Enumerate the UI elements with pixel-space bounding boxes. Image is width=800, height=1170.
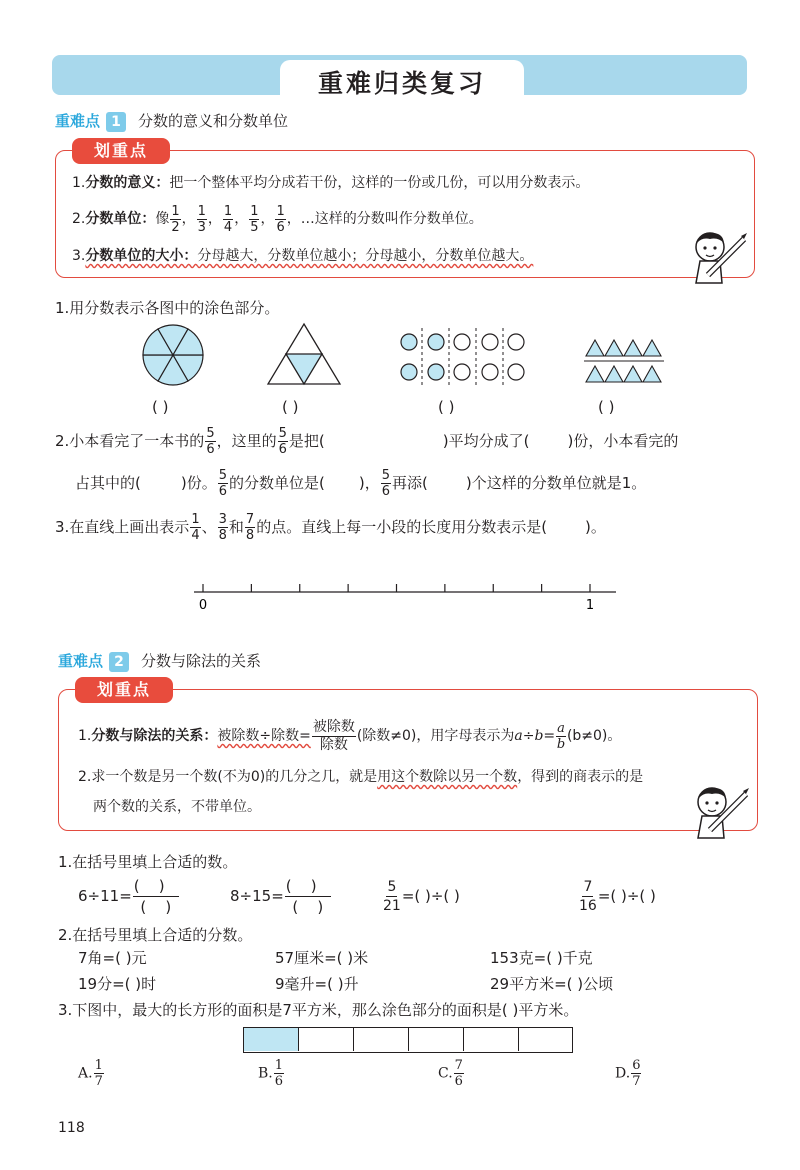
s2-q1-item-2 [230, 872, 332, 920]
s2-q2-item-6[interactable]: 29平方米=( )公顷 [490, 975, 614, 993]
s2-q1-item-3-frac [383, 878, 401, 915]
s2-q1-item-1-frac[interactable]: $\frac{( )}{( )}$ [133, 876, 179, 917]
s2-p1-frac2-num: a [557, 720, 565, 736]
s1-p2-post: ，…这样的分数叫作分数单位。 [286, 211, 483, 227]
s1-point-1 [72, 172, 589, 194]
mascot-boy-pencil-icon [688, 225, 748, 287]
s2-point-2-cont: 两个数的关系，不带单位。 [93, 799, 261, 815]
s2-q1-item-3 [382, 872, 460, 920]
keypoint-tag-1: 划重点 [72, 138, 170, 164]
option-c[interactable] [438, 1058, 465, 1089]
s2-question-1: 1.在括号里填上合适的数。 [58, 853, 238, 871]
q3-frac-2-num: 3 [218, 512, 227, 527]
s1-p2-num: 2. [72, 211, 86, 227]
rectangle-diagram [243, 1027, 573, 1053]
q2-frac-1 [205, 426, 215, 457]
option-d-frac [631, 1058, 641, 1089]
q2-frac-3 [218, 468, 228, 499]
q3-text-a: 3.在直线上画出表示 [55, 518, 190, 536]
number-line[interactable] [190, 572, 620, 616]
q2-frac-4-num: 5 [381, 468, 390, 483]
s1-p3-text: 分母越大，分数单位越小；分母越小，分数单位越大。 [197, 248, 534, 264]
s2-q1-item-2-frac[interactable]: $\frac{( )}{( )}$ [285, 876, 331, 917]
unit-fraction-den: 2 [171, 219, 180, 235]
s1-point-2 [72, 202, 483, 236]
s1-question-1: 1.用分数表示各图中的涂色部分。 [55, 299, 280, 317]
option-d-den: 7 [632, 1074, 641, 1089]
fraction-separator: ， [260, 211, 275, 227]
keypoint-tag-2: 划重点 [75, 677, 173, 703]
s2-question-3: 3.下图中，最大的长方形的面积是7平方米，那么涂色部分的面积是( )平方米。 [58, 1001, 579, 1019]
option-b-letter: B. [258, 1065, 273, 1082]
s2-q1-item-4-frac [579, 878, 597, 915]
s2-p1-b: (除数≠0)，用字母表示为 [356, 728, 515, 744]
number-line-start: 0 [198, 598, 208, 613]
triangles-figure [584, 340, 664, 382]
fraction-separator: ， [181, 211, 196, 227]
s2-p2-a: 2.求一个数是另一个数(不为0)的几分之几，就是 [78, 769, 378, 785]
option-c-den: 6 [454, 1074, 463, 1089]
q2-text-c: 是把( [288, 432, 325, 450]
section1-number: 1 [106, 112, 126, 132]
s2-q1-item-1-text: 6÷11= [78, 887, 132, 905]
s1-p1-term: 分数的意义： [85, 175, 170, 191]
s2-q1-item-3-tail[interactable]: =( )÷( ) [401, 887, 460, 905]
s2-q1-item-3-num: 5 [387, 879, 397, 895]
section1-label: 重难点 [55, 112, 101, 130]
q2-text-i: )， [358, 474, 380, 492]
q3-frac-3 [245, 512, 255, 543]
unit-fraction-den: 5 [250, 219, 259, 235]
option-b-frac [274, 1058, 284, 1089]
option-c-num: 7 [454, 1058, 463, 1073]
unit-fraction [223, 204, 233, 235]
s2-q1-item-4-tail[interactable]: =( )÷( ) [597, 887, 656, 905]
fraction-separator: ， [234, 211, 249, 227]
s1-question-3 [55, 510, 606, 544]
s2-p1-frac [312, 719, 356, 754]
q2-frac-2 [278, 426, 288, 457]
s2-q2-item-4[interactable]: 19分=( )时 [78, 975, 157, 993]
rectangle-cell [299, 1028, 354, 1051]
rectangle-cell [519, 1028, 571, 1051]
q2-frac-3-num: 5 [218, 468, 227, 483]
s2-q2-item-3[interactable]: 153克=( )千克 [490, 949, 593, 967]
option-d[interactable] [615, 1058, 642, 1089]
option-a-den: 7 [94, 1074, 103, 1089]
unit-fraction-num: 1 [250, 203, 259, 219]
unit-fractions [169, 203, 286, 235]
option-a-frac [94, 1058, 104, 1089]
s2-p1-frac2-den: b [556, 736, 566, 752]
q3-frac-2 [218, 512, 228, 543]
unit-fraction-num: 1 [171, 203, 180, 219]
section1-heading [55, 110, 288, 132]
s2-p1-a: 被除数÷除数= [217, 728, 311, 744]
q2-frac-1-den: 6 [206, 442, 215, 457]
dots-figure [401, 328, 524, 386]
q2-text-j: 再添( [392, 474, 428, 492]
q3-text-e: )。 [585, 518, 606, 536]
s1-question-2-line1 [55, 424, 678, 458]
section2-number: 2 [109, 652, 129, 672]
s1-p1-text: 把一个整体平均分成若干份，这样的一份或几份，可以用分数表示。 [169, 175, 590, 191]
unit-fraction-num: 1 [276, 203, 285, 219]
q1-blank-2[interactable]: ( ) [282, 398, 299, 416]
q1-figures [140, 322, 700, 392]
unit-fraction [197, 204, 207, 235]
unit-fraction [170, 204, 180, 235]
option-a-letter: A. [78, 1065, 93, 1082]
q1-blank-3[interactable]: ( ) [438, 398, 455, 416]
s1-question-2-line2 [75, 466, 646, 500]
option-c-letter: C. [438, 1065, 453, 1082]
q3-frac-1 [190, 512, 200, 543]
option-b-den: 6 [274, 1074, 284, 1089]
s2-p1-frac-den: 除数 [319, 736, 348, 753]
q2-text-h: 的分数单位是( [229, 474, 325, 492]
q2-text-g: )份。 [180, 474, 217, 492]
q3-frac-1-den: 4 [191, 528, 200, 543]
s2-q1-item-1 [78, 872, 180, 920]
q2-text-f: 占其中的( [75, 474, 141, 492]
q2-text-k: )个这样的分数单位就是1。 [465, 474, 647, 492]
rectangle-cell [354, 1028, 409, 1051]
s2-p1-d: (b≠0)。 [566, 728, 622, 744]
s2-q1-item-3-den: 21 [383, 898, 401, 914]
s2-q1-item-4-num: 7 [583, 879, 593, 895]
unit-fraction-num: 1 [197, 203, 206, 219]
q3-frac-3-num: 7 [245, 512, 255, 527]
q2-text-d: )平均分成了( [442, 432, 530, 450]
q3-frac-1-num: 1 [191, 512, 200, 527]
rectangle-cell [409, 1028, 464, 1051]
q2-frac-4 [381, 468, 391, 499]
unit-fraction-den: 6 [276, 219, 285, 235]
q3-text-c: 和 [228, 518, 244, 536]
section2-title: 分数与除法的关系 [141, 652, 262, 670]
option-b[interactable] [258, 1058, 285, 1089]
s2-point-2 [78, 766, 643, 788]
q3-frac-3-den: 8 [245, 528, 255, 543]
fraction-separator: ， [207, 211, 222, 227]
q1-blank-4[interactable]: ( ) [598, 398, 615, 416]
rectangle-cell [464, 1028, 519, 1051]
q2-text-b: ，这里的 [216, 432, 277, 450]
section1-title: 分数的意义和分数单位 [138, 112, 289, 130]
q2-frac-4-den: 6 [381, 484, 390, 499]
option-a-num: 1 [94, 1058, 103, 1073]
option-b-num: 1 [274, 1058, 284, 1073]
s1-p3-term: 分数单位的大小： [85, 248, 198, 264]
option-c-frac [454, 1058, 464, 1089]
q2-text-e: )份，小本看完的 [567, 432, 679, 450]
s1-p3-num: 3. [72, 248, 86, 264]
q1-blank-1[interactable]: ( ) [152, 398, 169, 416]
page-title: 重难归类复习 [317, 69, 486, 98]
mascot-boy-pencil-icon-2 [690, 780, 750, 842]
unit-fraction [249, 204, 259, 235]
s2-p1-num: 1. [78, 728, 92, 744]
q2-text-a: 2.小本看完了一本书的 [55, 432, 205, 450]
s2-p2-wavy: 用这个数除以另一个数 [377, 769, 518, 785]
s2-point-1 [78, 718, 621, 754]
q2-frac-2-num: 5 [278, 426, 287, 441]
unit-fraction [275, 204, 285, 235]
section2-label: 重难点 [58, 652, 104, 670]
s2-p2-b: ，得到的商表示的是 [517, 769, 644, 785]
q3-text-d: 的点。直线上每一小段的长度用分数表示是( [256, 518, 548, 536]
s2-q1-item-4 [578, 872, 656, 920]
s2-question-2: 2.在括号里填上合适的分数。 [58, 926, 253, 944]
s2-q2-item-1[interactable]: 7角=( )元 [78, 949, 147, 967]
s1-point-3 [72, 245, 533, 267]
unit-fraction-num: 1 [223, 203, 233, 219]
s1-p2-term: 分数单位： [85, 211, 156, 227]
option-d-letter: D. [615, 1065, 631, 1082]
option-a[interactable] [78, 1058, 105, 1089]
page-number: 118 [58, 1120, 85, 1136]
q2-frac-3-den: 6 [218, 484, 227, 499]
unit-fraction-den: 3 [197, 219, 206, 235]
option-d-num: 6 [632, 1058, 641, 1073]
unit-fraction-den: 4 [223, 219, 233, 235]
shaded-cell [244, 1028, 299, 1051]
q3-text-b: 、 [201, 518, 217, 536]
q2-frac-1-num: 5 [206, 426, 215, 441]
s2-p1-frac-num: 被除数 [312, 718, 355, 735]
s2-q2-item-5[interactable]: 9毫升=( )升 [275, 975, 359, 993]
s2-p1-frac2 [556, 721, 566, 752]
s2-q1-item-4-den: 16 [579, 898, 597, 914]
circle-figure [143, 325, 203, 385]
s1-p2-pre: 像 [155, 211, 170, 227]
s1-p1-num: 1. [72, 175, 86, 191]
s2-p1-c: a÷b= [514, 728, 556, 744]
q2-frac-2-den: 6 [278, 442, 287, 457]
number-line-end: 1 [585, 598, 595, 613]
s2-p1-term: 分数与除法的关系： [91, 728, 218, 744]
q3-frac-2-den: 8 [218, 528, 227, 543]
s2-q2-item-2[interactable]: 57厘米=( )米 [275, 949, 369, 967]
s2-q1-item-2-text: 8÷15= [230, 887, 284, 905]
triangle-figure [268, 324, 340, 384]
section2-heading [58, 650, 261, 672]
